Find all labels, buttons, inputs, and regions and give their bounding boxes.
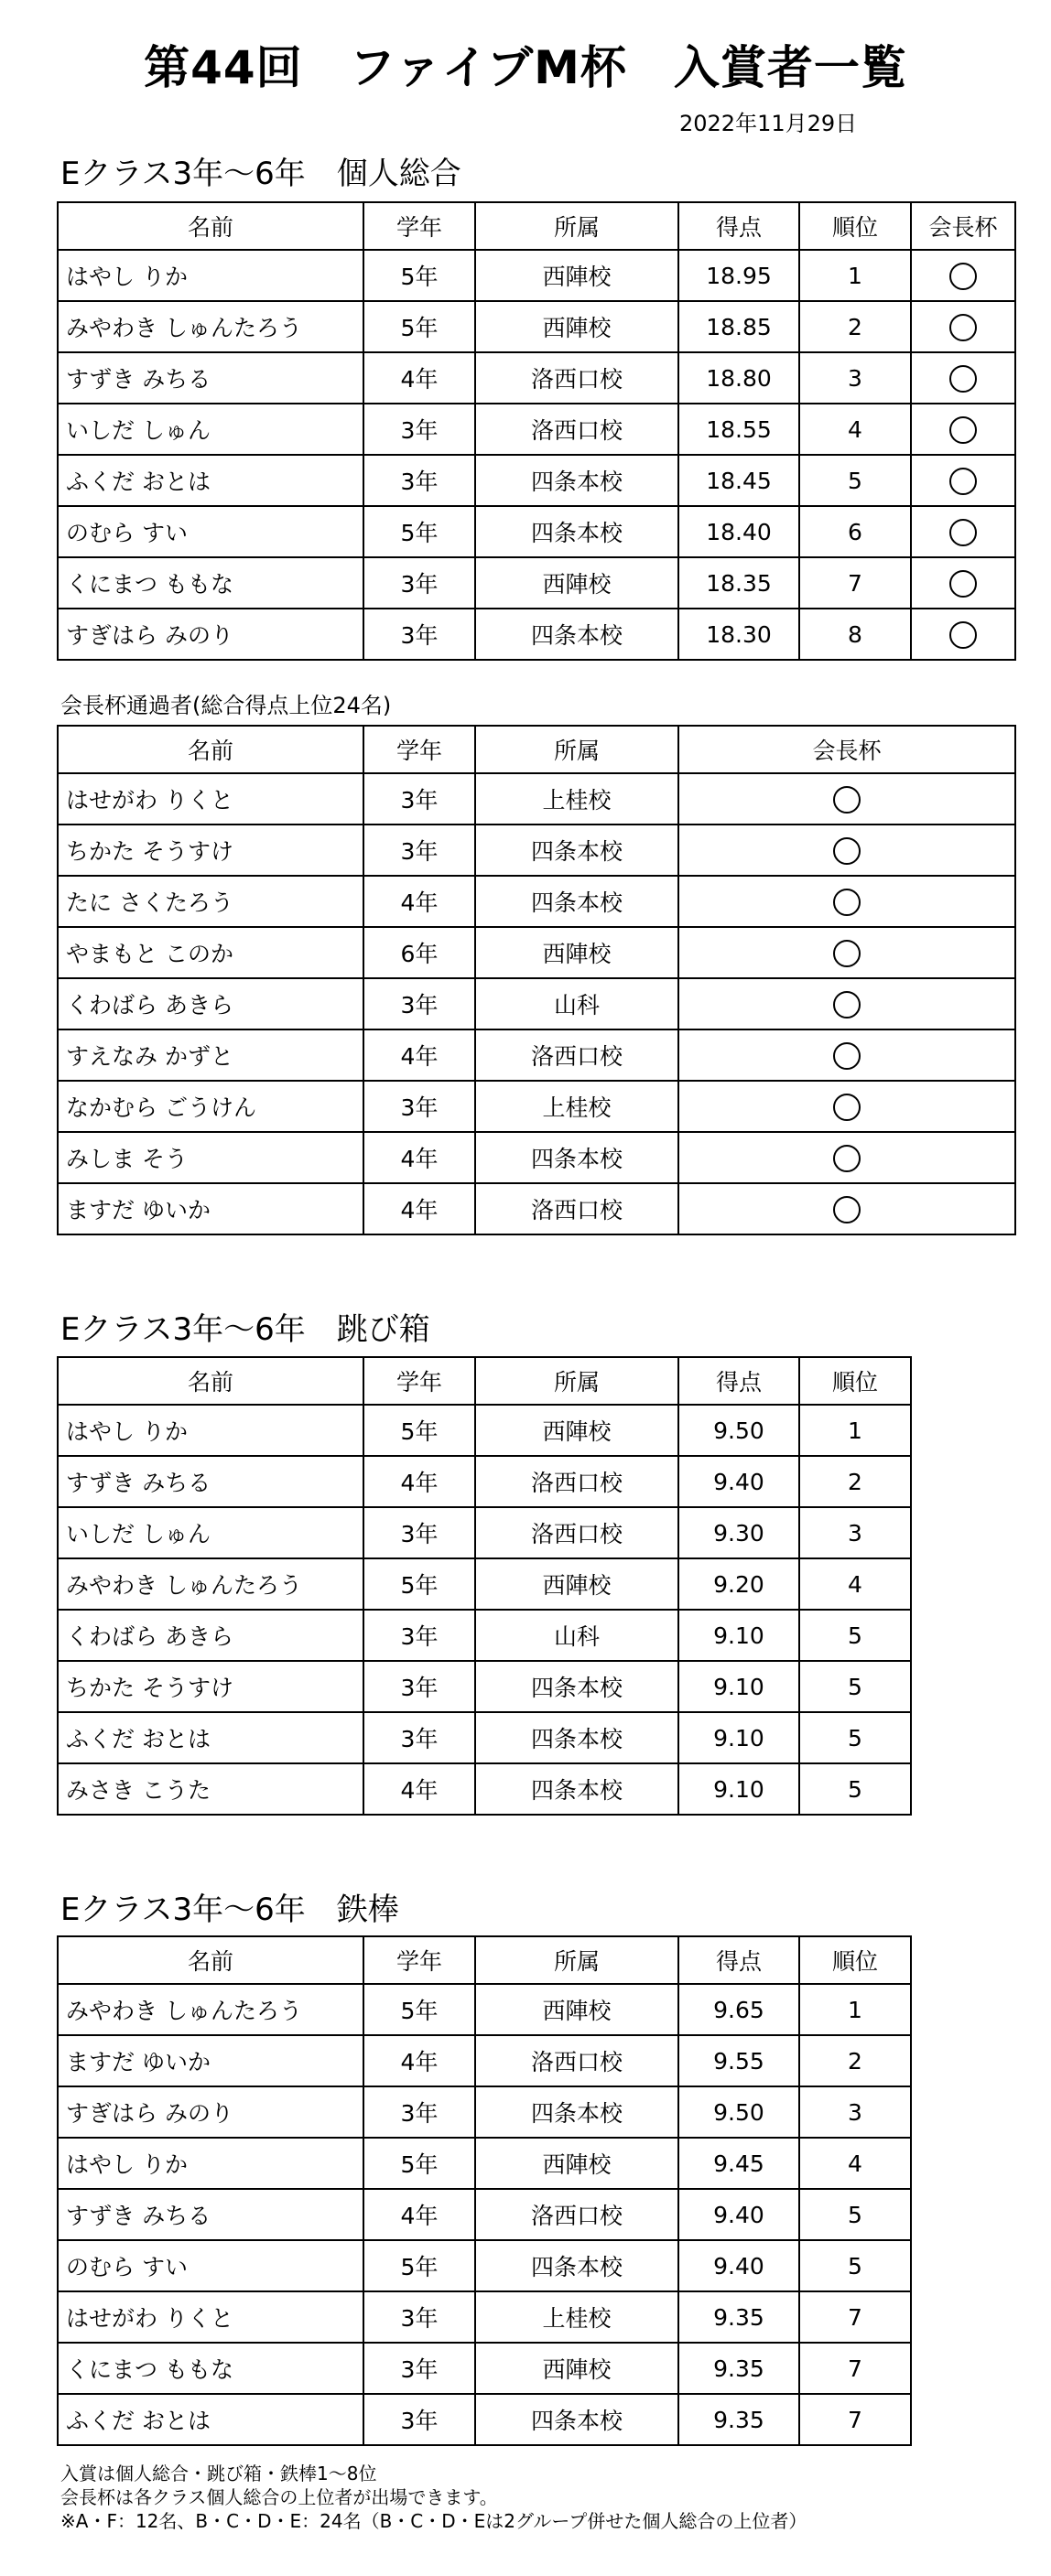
table-row <box>58 1712 911 1763</box>
school-cell: 四条本校 <box>475 825 678 876</box>
score-cell: 9.10 <box>678 1712 799 1763</box>
name-cell: ちかた そうすけ <box>58 1661 363 1712</box>
name-cell: ふくだ おとは <box>58 455 363 506</box>
school-cell: 洛西口校 <box>475 404 678 455</box>
rank-cell: 8 <box>799 609 911 660</box>
name-cell: くにまつ ももな <box>58 557 363 609</box>
grade-cell: 3年 <box>363 1661 475 1712</box>
rank-cell: 4 <box>799 404 911 455</box>
footnote-line: ※A・F：12名、B・C・D・E：24名（B・C・D・Eは2グループ併せた個人総合の上位者） <box>60 2510 807 2532</box>
table-row <box>58 557 1015 609</box>
name-cell: みさき こうた <box>58 1763 363 1815</box>
name-cell: やまもと このか <box>58 927 363 978</box>
school-cell: 洛西口校 <box>475 352 678 404</box>
cup-qualified-cell <box>911 404 1015 455</box>
table-row <box>58 404 1015 455</box>
grade-cell: 5年 <box>363 1405 475 1456</box>
cup-qualified-cell <box>678 773 1015 825</box>
table-row <box>58 2240 911 2291</box>
rank-cell: 2 <box>799 1456 911 1507</box>
circle-mark-icon <box>949 621 977 649</box>
name-cell: みやわき しゅんたろう <box>58 1558 363 1610</box>
school-cell: 山科 <box>475 978 678 1029</box>
name-cell: なかむら ごうけん <box>58 1081 363 1132</box>
school-cell: 上桂校 <box>475 1081 678 1132</box>
footnote-line: 会長杯は各クラス個人総合の上位者が出場できます。 <box>60 2486 498 2508</box>
score-cell: 9.10 <box>678 1763 799 1815</box>
overall-section-title: Eクラス3年～6年 個人総合 <box>60 156 461 192</box>
column-header: 会長杯 <box>678 726 1015 773</box>
name-cell: ふくだ おとは <box>58 2394 363 2445</box>
school-cell: 西陣校 <box>475 927 678 978</box>
circle-mark-icon <box>833 1196 861 1223</box>
grade-cell: 3年 <box>363 2086 475 2138</box>
footnotes <box>60 2462 807 2533</box>
table-row <box>58 825 1015 876</box>
grade-cell: 4年 <box>363 2035 475 2086</box>
rank-cell: 7 <box>799 2394 911 2445</box>
table-header-row <box>58 202 1015 250</box>
table-row <box>58 455 1015 506</box>
cup-qualified-cell <box>678 1183 1015 1234</box>
rank-cell: 3 <box>799 352 911 404</box>
school-cell: 四条本校 <box>475 455 678 506</box>
name-cell: のむら すい <box>58 2240 363 2291</box>
name-cell: ますだ ゆいか <box>58 2035 363 2086</box>
table-row <box>58 1661 911 1712</box>
grade-cell: 3年 <box>363 978 475 1029</box>
rank-cell: 3 <box>799 2086 911 2138</box>
name-cell: くわばら あきら <box>58 1610 363 1661</box>
name-cell: ますだ ゆいか <box>58 1183 363 1234</box>
bar-table <box>57 1935 912 2446</box>
column-header: 順位 <box>799 202 911 250</box>
school-cell: 四条本校 <box>475 1763 678 1815</box>
vault-section-title: Eクラス3年～6年 跳び箱 <box>60 1311 430 1348</box>
grade-cell: 3年 <box>363 825 475 876</box>
cup-qualified-cell <box>678 1081 1015 1132</box>
footnote-line: 入賞は個人総合・跳び箱・鉄棒1～8位 <box>60 2463 377 2484</box>
vault-table <box>57 1356 912 1816</box>
column-header: 名前 <box>58 1357 363 1405</box>
cup-table <box>57 725 1016 1235</box>
name-cell: はせがわ りくと <box>58 773 363 825</box>
circle-mark-icon <box>949 263 977 290</box>
name-cell: はやし りか <box>58 1405 363 1456</box>
cup-qualified-cell <box>678 1029 1015 1081</box>
grade-cell: 3年 <box>363 404 475 455</box>
score-cell: 9.55 <box>678 2035 799 2086</box>
school-cell: 洛西口校 <box>475 1507 678 1558</box>
cup-qualified-cell <box>678 1132 1015 1183</box>
name-cell: すぎはら みのり <box>58 2086 363 2138</box>
grade-cell: 3年 <box>363 455 475 506</box>
score-cell: 18.40 <box>678 506 799 557</box>
table-row <box>58 2291 911 2343</box>
name-cell: ふくだ おとは <box>58 1712 363 1763</box>
table-row <box>58 1183 1015 1234</box>
school-cell: 四条本校 <box>475 1132 678 1183</box>
name-cell: はやし りか <box>58 250 363 301</box>
score-cell: 9.10 <box>678 1661 799 1712</box>
score-cell: 9.10 <box>678 1610 799 1661</box>
circle-mark-icon <box>833 1145 861 1172</box>
circle-mark-icon <box>949 416 977 444</box>
circle-mark-icon <box>949 519 977 546</box>
column-header: 名前 <box>58 1936 363 1984</box>
column-header: 学年 <box>363 726 475 773</box>
circle-mark-icon <box>833 786 861 814</box>
school-cell: 四条本校 <box>475 876 678 927</box>
circle-mark-icon <box>833 889 861 916</box>
table-row <box>58 978 1015 1029</box>
cup-qualified-cell <box>911 506 1015 557</box>
name-cell: いしだ しゅん <box>58 1507 363 1558</box>
cup-qualified-cell <box>678 876 1015 927</box>
score-cell: 9.45 <box>678 2138 799 2189</box>
school-cell: 西陣校 <box>475 301 678 352</box>
rank-cell: 4 <box>799 1558 911 1610</box>
cup-qualified-cell <box>911 250 1015 301</box>
column-header: 得点 <box>678 1936 799 1984</box>
table-row <box>58 250 1015 301</box>
school-cell: 四条本校 <box>475 609 678 660</box>
score-cell: 9.35 <box>678 2394 799 2445</box>
rank-cell: 2 <box>799 2035 911 2086</box>
cup-qualified-cell <box>678 978 1015 1029</box>
column-header: 名前 <box>58 202 363 250</box>
column-header: 所属 <box>475 1936 678 1984</box>
table-row <box>58 609 1015 660</box>
score-cell: 9.65 <box>678 1984 799 2035</box>
school-cell: 洛西口校 <box>475 2189 678 2240</box>
grade-cell: 4年 <box>363 1456 475 1507</box>
rank-cell: 2 <box>799 301 911 352</box>
name-cell: たに さくたろう <box>58 876 363 927</box>
school-cell: 上桂校 <box>475 2291 678 2343</box>
score-cell: 18.30 <box>678 609 799 660</box>
score-cell: 18.80 <box>678 352 799 404</box>
grade-cell: 5年 <box>363 250 475 301</box>
name-cell: すえなみ かずと <box>58 1029 363 1081</box>
school-cell: 洛西口校 <box>475 1456 678 1507</box>
cup-qualified-cell <box>678 825 1015 876</box>
name-cell: みしま そう <box>58 1132 363 1183</box>
cup-qualified-cell <box>911 557 1015 609</box>
column-header: 学年 <box>363 1357 475 1405</box>
grade-cell: 4年 <box>363 1132 475 1183</box>
grade-cell: 3年 <box>363 1507 475 1558</box>
name-cell: くにまつ ももな <box>58 2343 363 2394</box>
grade-cell: 5年 <box>363 506 475 557</box>
grade-cell: 3年 <box>363 2394 475 2445</box>
table-row <box>58 773 1015 825</box>
cup-section-title: 会長杯通過者(総合得点上位24名) <box>60 693 392 718</box>
grade-cell: 5年 <box>363 1984 475 2035</box>
table-row <box>58 1405 911 1456</box>
rank-cell: 5 <box>799 1610 911 1661</box>
rank-cell: 7 <box>799 557 911 609</box>
rank-cell: 5 <box>799 1661 911 1712</box>
column-header: 所属 <box>475 202 678 250</box>
school-cell: 西陣校 <box>475 557 678 609</box>
column-header: 学年 <box>363 202 475 250</box>
grade-cell: 4年 <box>363 2189 475 2240</box>
table-row <box>58 2343 911 2394</box>
rank-cell: 1 <box>799 1405 911 1456</box>
grade-cell: 3年 <box>363 609 475 660</box>
circle-mark-icon <box>833 1042 861 1070</box>
table-header-row <box>58 1357 911 1405</box>
rank-cell: 7 <box>799 2291 911 2343</box>
rank-cell: 5 <box>799 1712 911 1763</box>
school-cell: 四条本校 <box>475 2240 678 2291</box>
grade-cell: 3年 <box>363 2343 475 2394</box>
table-row <box>58 352 1015 404</box>
page-title: 第44回 ファイブM杯 入賞者一覧 <box>144 41 907 94</box>
grade-cell: 5年 <box>363 1558 475 1610</box>
circle-mark-icon <box>949 570 977 598</box>
score-cell: 9.35 <box>678 2291 799 2343</box>
rank-cell: 5 <box>799 2240 911 2291</box>
school-cell: 洛西口校 <box>475 1029 678 1081</box>
score-cell: 9.20 <box>678 1558 799 1610</box>
name-cell: すぎはら みのり <box>58 609 363 660</box>
report-date: 2022年11月29日 <box>679 111 858 136</box>
table-row <box>58 876 1015 927</box>
column-header: 所属 <box>475 1357 678 1405</box>
table-row <box>58 2138 911 2189</box>
column-header: 学年 <box>363 1936 475 1984</box>
overall-table <box>57 201 1016 661</box>
name-cell: みやわき しゅんたろう <box>58 1984 363 2035</box>
score-cell: 9.40 <box>678 2240 799 2291</box>
name-cell: ちかた そうすけ <box>58 825 363 876</box>
school-cell: 四条本校 <box>475 2086 678 2138</box>
score-cell: 18.45 <box>678 455 799 506</box>
grade-cell: 4年 <box>363 1763 475 1815</box>
grade-cell: 5年 <box>363 301 475 352</box>
school-cell: 洛西口校 <box>475 2035 678 2086</box>
score-cell: 9.30 <box>678 1507 799 1558</box>
name-cell: のむら すい <box>58 506 363 557</box>
bar-section-title: Eクラス3年～6年 鉄棒 <box>60 1892 399 1928</box>
column-header: 順位 <box>799 1936 911 1984</box>
score-cell: 18.95 <box>678 250 799 301</box>
table-row <box>58 2035 911 2086</box>
column-header: 会長杯 <box>911 202 1015 250</box>
rank-cell: 1 <box>799 1984 911 2035</box>
school-cell: 西陣校 <box>475 2138 678 2189</box>
name-cell: すずき みちる <box>58 2189 363 2240</box>
grade-cell: 4年 <box>363 876 475 927</box>
name-cell: はやし りか <box>58 2138 363 2189</box>
circle-mark-icon <box>833 1094 861 1121</box>
rank-cell: 5 <box>799 455 911 506</box>
table-row <box>58 506 1015 557</box>
school-cell: 洛西口校 <box>475 1183 678 1234</box>
grade-cell: 6年 <box>363 927 475 978</box>
rank-cell: 3 <box>799 1507 911 1558</box>
column-header: 得点 <box>678 1357 799 1405</box>
cup-qualified-cell <box>911 352 1015 404</box>
school-cell: 西陣校 <box>475 250 678 301</box>
name-cell: はせがわ りくと <box>58 2291 363 2343</box>
circle-mark-icon <box>949 365 977 393</box>
school-cell: 西陣校 <box>475 2343 678 2394</box>
score-cell: 18.55 <box>678 404 799 455</box>
name-cell: すずき みちる <box>58 352 363 404</box>
table-header-row <box>58 1936 911 1984</box>
score-cell: 9.50 <box>678 1405 799 1456</box>
rank-cell: 7 <box>799 2343 911 2394</box>
rank-cell: 6 <box>799 506 911 557</box>
column-header: 順位 <box>799 1357 911 1405</box>
score-cell: 9.40 <box>678 1456 799 1507</box>
table-row <box>58 927 1015 978</box>
school-cell: 四条本校 <box>475 1712 678 1763</box>
cup-qualified-cell <box>678 927 1015 978</box>
table-row <box>58 1456 911 1507</box>
school-cell: 上桂校 <box>475 773 678 825</box>
circle-mark-icon <box>949 314 977 341</box>
school-cell: 西陣校 <box>475 1405 678 1456</box>
score-cell: 18.35 <box>678 557 799 609</box>
name-cell: いしだ しゅん <box>58 404 363 455</box>
table-row <box>58 301 1015 352</box>
school-cell: 西陣校 <box>475 1558 678 1610</box>
rank-cell: 5 <box>799 2189 911 2240</box>
column-header: 得点 <box>678 202 799 250</box>
column-header: 名前 <box>58 726 363 773</box>
circle-mark-icon <box>833 940 861 967</box>
grade-cell: 5年 <box>363 2138 475 2189</box>
table-row <box>58 1558 911 1610</box>
school-cell: 四条本校 <box>475 506 678 557</box>
school-cell: 西陣校 <box>475 1984 678 2035</box>
table-row <box>58 2086 911 2138</box>
grade-cell: 3年 <box>363 1610 475 1661</box>
school-cell: 山科 <box>475 1610 678 1661</box>
grade-cell: 3年 <box>363 1081 475 1132</box>
table-row <box>58 2189 911 2240</box>
grade-cell: 3年 <box>363 1712 475 1763</box>
table-row <box>58 1029 1015 1081</box>
cup-qualified-cell <box>911 455 1015 506</box>
score-cell: 9.50 <box>678 2086 799 2138</box>
grade-cell: 3年 <box>363 557 475 609</box>
table-row <box>58 1763 911 1815</box>
score-cell: 9.35 <box>678 2343 799 2394</box>
school-cell: 四条本校 <box>475 2394 678 2445</box>
school-cell: 四条本校 <box>475 1661 678 1712</box>
table-row <box>58 1610 911 1661</box>
table-row <box>58 1507 911 1558</box>
name-cell: すずき みちる <box>58 1456 363 1507</box>
grade-cell: 4年 <box>363 352 475 404</box>
cup-qualified-cell <box>911 609 1015 660</box>
grade-cell: 4年 <box>363 1183 475 1234</box>
table-row <box>58 1984 911 2035</box>
name-cell: くわばら あきら <box>58 978 363 1029</box>
circle-mark-icon <box>949 468 977 495</box>
table-header-row <box>58 726 1015 773</box>
rank-cell: 4 <box>799 2138 911 2189</box>
circle-mark-icon <box>833 837 861 865</box>
name-cell: みやわき しゅんたろう <box>58 301 363 352</box>
grade-cell: 3年 <box>363 773 475 825</box>
table-row <box>58 2394 911 2445</box>
column-header: 所属 <box>475 726 678 773</box>
score-cell: 18.85 <box>678 301 799 352</box>
grade-cell: 5年 <box>363 2240 475 2291</box>
table-row <box>58 1081 1015 1132</box>
score-cell: 9.40 <box>678 2189 799 2240</box>
cup-qualified-cell <box>911 301 1015 352</box>
grade-cell: 4年 <box>363 1029 475 1081</box>
grade-cell: 3年 <box>363 2291 475 2343</box>
table-row <box>58 1132 1015 1183</box>
rank-cell: 5 <box>799 1763 911 1815</box>
circle-mark-icon <box>833 991 861 1019</box>
rank-cell: 1 <box>799 250 911 301</box>
